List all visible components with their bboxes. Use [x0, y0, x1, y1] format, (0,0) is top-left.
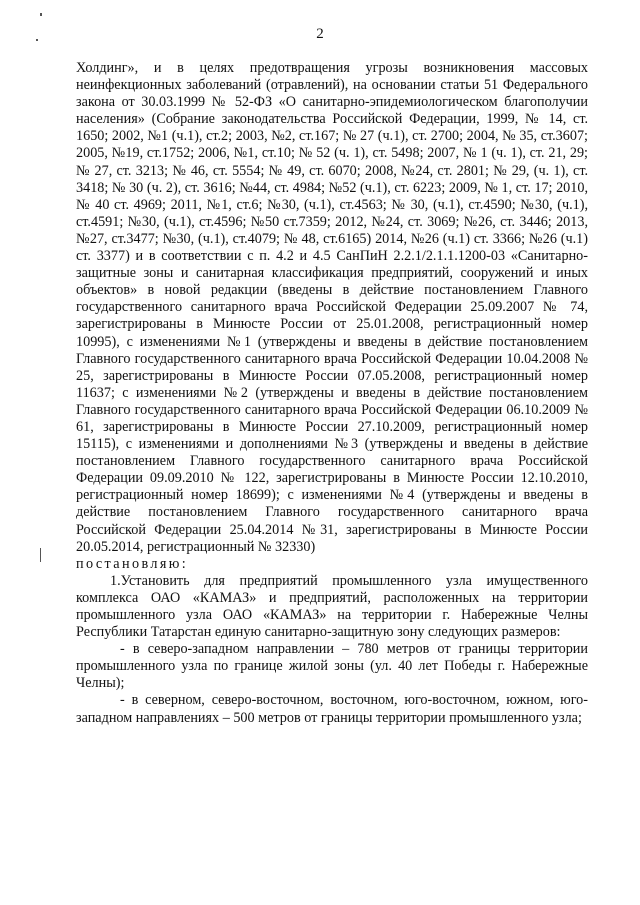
list-item: - в северном, северо-восточном, восточном, юго-восточном, южном, юго-западном направлениях – 500 метров от границы территории промышленного узла;	[76, 692, 588, 726]
legal-basis-paragraph: Холдинг», и в целях предотвращения угрозы возникновения массовых неинфекционных заболеваний (отравлений), на основании статьи 51 Федерального закона от 30.03.1999 № 52-ФЗ «О санитарно-эпидемиологическом благополучии населения» (Собрание законодательства Российской Федерации, 1999, № 14, ст. 1650; 2002, №1 (ч.1), ст.2; 2003, №2, ст.167; № 27 (ч.1), ст. 2700; 2004, № 35, ст.3607; 2005, №19, ст.1752; 2006, №1, ст.10; № 52 (ч. 1), ст. 5498; 2007, № 1 (ч. 1), ст. 21, 29; № 27, ст. 3213; № 46, ст. 5554; № 49, ст. 6070; 2008, №24, ст. 2801; № 29, (ч. 1), ст. 3418; № 30 (ч. 2), ст. 3616; №44, ст. 4984; №52 (ч.1), ст. 6223; 2009, № 1, ст. 17; 2010, № 40 ст. 4969; 2011, №1, ст.6; №30, (ч.1), ст.4563; № 30, (ч.1), ст.4590; №30, (ч.1), ст.4591; №30, (ч.1), ст.4596; №50 ст.7359; 2012, №24, ст. 3069; №26, ст. 3446; 2013, №27, ст.3477; №30, (ч.1), ст.4079; № 48, ст.6165) 2014, №26 (ч.1) ст. 3366; №26 (ч.1) ст. 3377) и в соответствии с п. 4.2 и 4.5 СанПиН 2.2.1/2.1.1.1200-03 «Санитарно-защитные зоны и санитарная классификация предприятий, сооружений и иных объектов» в новой редакции (введены в действие постановлением Главного государственного санитарного врача Российской Федерации 25.09.2007 № 74, зарегистрированы в Минюсте России от 25.01.2008, регистрационный номер 10995), с изменениями №1 (утверждены и введены в действие постановлением Главного государственного санитарного врача Российской Федерации 10.04.2008 № 25, зарегистрированы в Минюсте России 07.05.2008, регистрационный номер 11637; с изменениями №2 (утверждены и введены в действие постановлением Главного государственного санитарного врача Российской Федерации 06.10.2009 № 61, зарегистрированы в Минюсте России 27.10.2009, регистрационный номер 15115), с изменениями и дополнениями №3 (утверждены и введены в действие постановлением Главного государственного санитарного врача Российской Федерации 09.09.2010 № 122, зарегистрированы в Минюсте России 12.10.2010, регистрационный номер 18699); с изменениями №4 (утверждены и введены в действие постановлением Главного государственного санитарного врача Российской Федерации 25.04.2014 №31, зарегистрированы в Минюсте России 20.05.2014, регистрационный № 32330)	[76, 60, 588, 555]
scan-mark-top	[40, 13, 42, 16]
list-item: - в северо-западном направлении – 780 метров от границы территории промышленного узла по границе жилой зоны (ул. 40 лет Победы г. Набережные Челны);	[76, 641, 588, 692]
resolution-word: постановляю:	[76, 555, 189, 572]
scan-mark-left	[40, 548, 41, 562]
clause-1-paragraph: 1.Установить для предприятий промышленного узла имущественного комплекса ОАО «КАМАЗ» и предприятий, расположенных на территории промышленного узла ОАО «КАМАЗ» на территории г. Набережные Челны Республики Татарстан единую санитарно-защитную зону следующих размеров:	[76, 572, 588, 641]
document-body	[76, 60, 588, 727]
page-number: 2	[316, 26, 324, 42]
scan-mark-top-lower	[36, 39, 38, 41]
